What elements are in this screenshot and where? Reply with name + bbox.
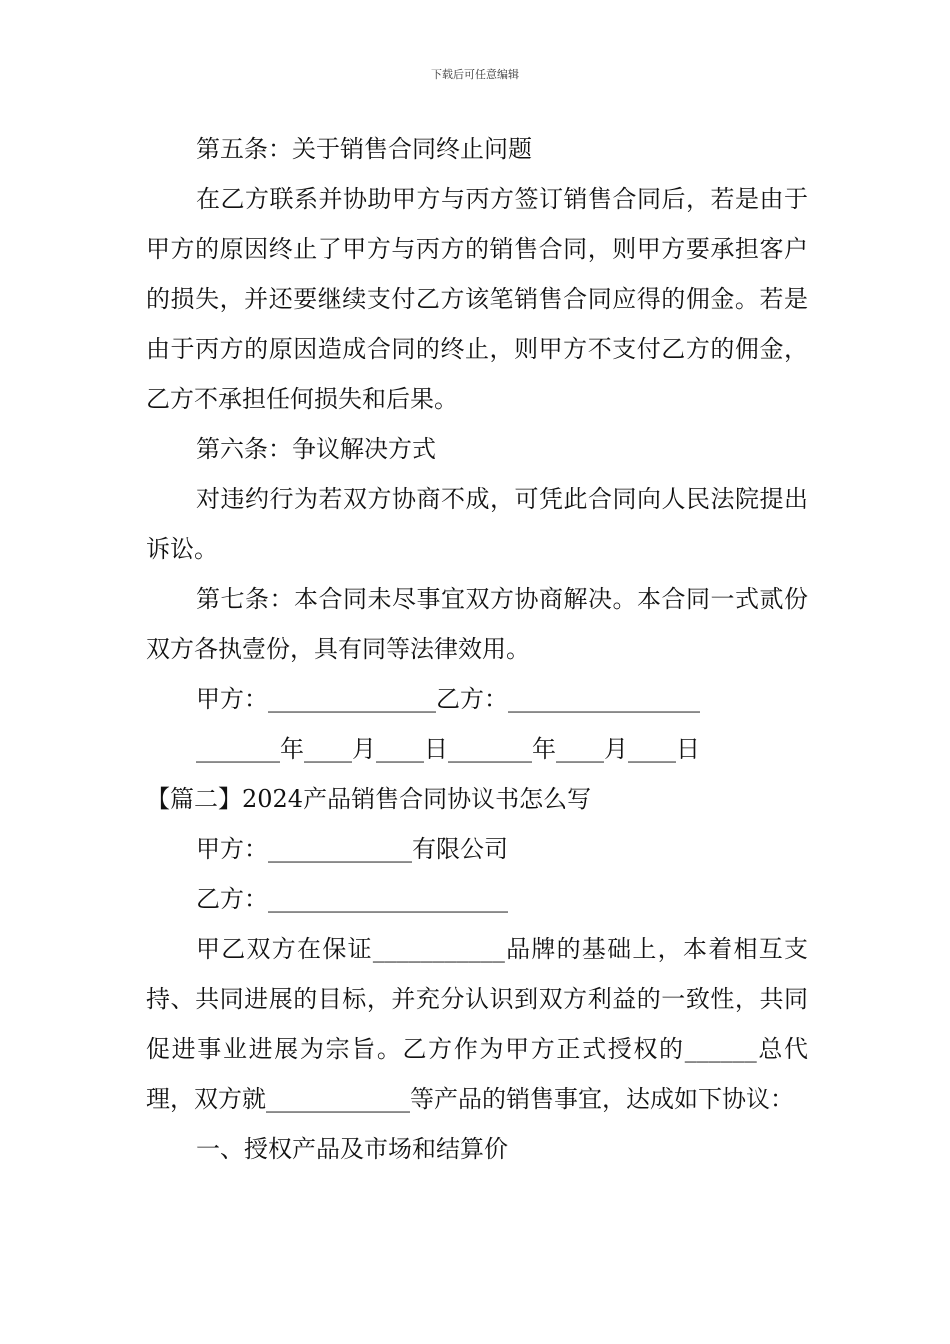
- part-two-title: 【篇二】2024产品销售合同协议书怎么写: [146, 785, 592, 813]
- party-a-line: 甲方：____________有限公司: [196, 835, 508, 863]
- signature-parties-line: 甲方：______________乙方：________________: [196, 685, 700, 713]
- signature-dates-line: _______年____月____日_______年____月____日: [196, 735, 700, 763]
- page-header-note: 下载后可任意编辑: [431, 68, 519, 81]
- article-6-body: 对违约行为若双方协商不成，可凭此合同向人民法院提出诉讼。: [146, 485, 808, 563]
- article-6-title: 第六条：争议解决方式: [196, 435, 436, 463]
- part-two-body: 甲乙双方在保证___________品牌的基础上，本着相互支持、共同进展的目标，并充分认识到双方利益的一致性，共同促进事业进展为宗旨。乙方作为甲方正式授权的______总代理，双方就____________等产品的销售事宜，达成如下协议：: [146, 935, 808, 1113]
- party-b-line: 乙方：____________________: [196, 885, 508, 913]
- document-body: [146, 124, 808, 1174]
- article-5-title: 第五条：关于销售合同终止问题: [196, 135, 532, 163]
- article-7-body: 第七条：本合同未尽事宜双方协商解决。本合同一式贰份双方各执壹份，具有同等法律效用。: [146, 585, 808, 663]
- section-1-title: 一、授权产品及市场和结算价: [196, 1135, 508, 1163]
- article-5-body: 在乙方联系并协助甲方与丙方签订销售合同后，若是由于甲方的原因终止了甲方与丙方的销售合同，则甲方要承担客户的损失，并还要继续支付乙方该笔销售合同应得的佣金。若是由于丙方的原因造成合同的终止，则甲方不支付乙方的佣金，乙方不承担任何损失和后果。: [146, 185, 808, 413]
